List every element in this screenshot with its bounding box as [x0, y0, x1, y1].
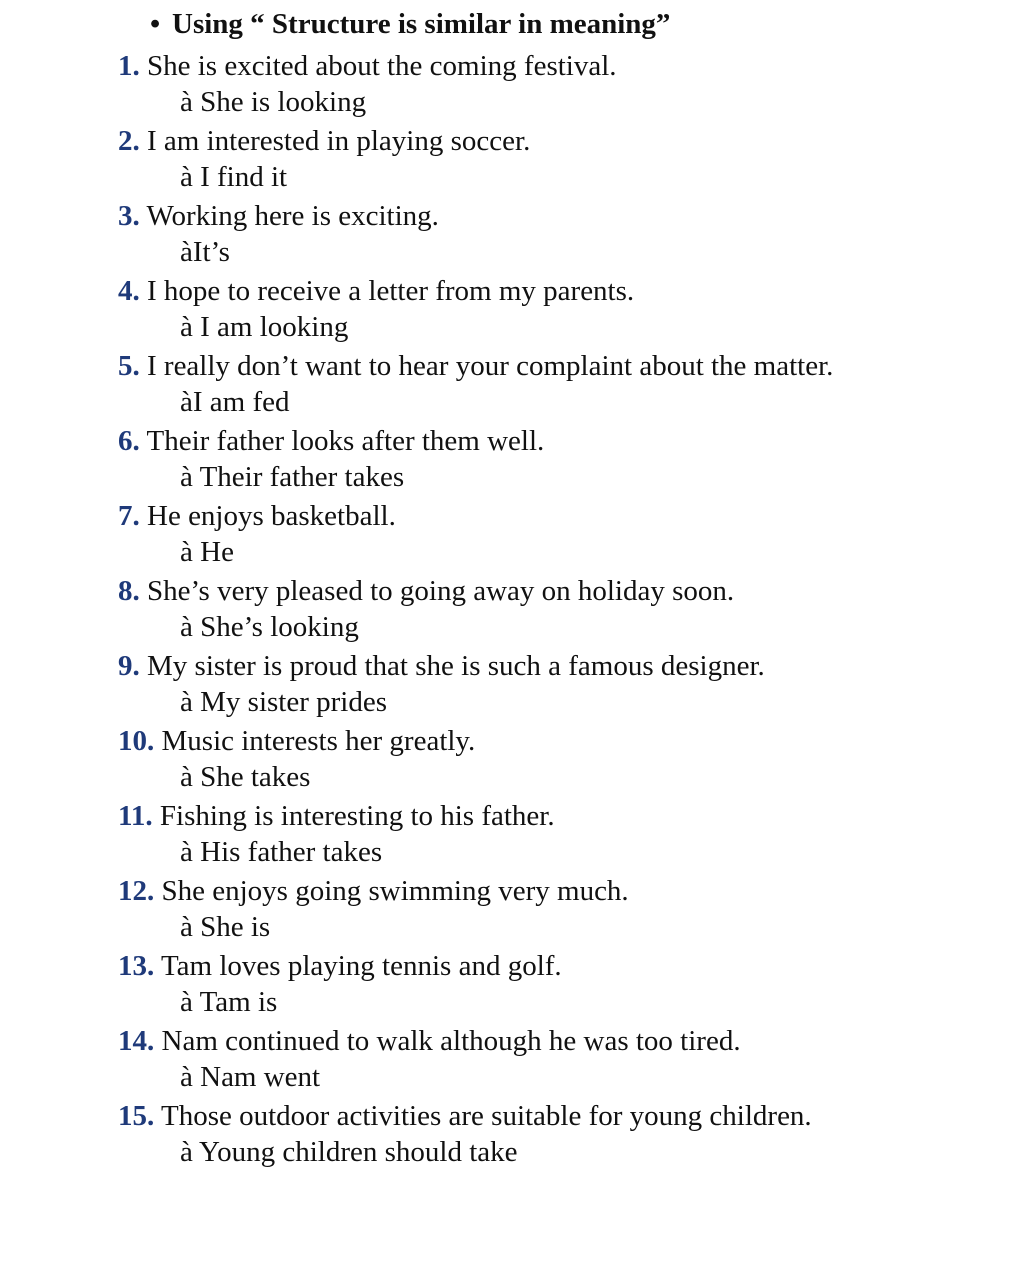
exercise-number: 14. [118, 1025, 155, 1057]
sentence-text: Music interests her greatly. [161, 725, 476, 757]
exercise-sentence [118, 798, 998, 834]
exercise-item [118, 873, 998, 945]
rewrite-prompt: à Nam went [180, 1061, 321, 1093]
exercise-item [118, 423, 998, 495]
exercise-item [118, 198, 998, 270]
sentence-text: My sister is proud that she is such a famous designer. [147, 650, 765, 682]
exercise-sentence [118, 348, 998, 384]
exercise-number: 11. [118, 800, 153, 832]
rewrite-prompt: à He [180, 536, 234, 568]
sentence-text: She enjoys going swimming very much. [161, 875, 629, 907]
rewrite-prompt: à I am looking [180, 311, 349, 343]
sentence-text: Working here is exciting. [146, 200, 439, 232]
exercise-item [118, 573, 998, 645]
rewrite-prompt: à His father takes [180, 836, 383, 868]
exercise-sentence [118, 198, 998, 234]
exercise-sentence [118, 273, 998, 309]
exercise-number: 10. [118, 725, 155, 757]
exercise-number: 6. [118, 425, 140, 457]
exercise-item [118, 123, 998, 195]
exercise-sentence [118, 873, 998, 909]
exercise-item [118, 648, 998, 720]
exercise-number: 12. [118, 875, 155, 907]
exercise-sentence [118, 573, 998, 609]
rewrite-prompt: à She is looking [180, 86, 367, 118]
rewrite-prompt: à Tam is [180, 986, 278, 1018]
rewrite-prompt: àIt’s [180, 236, 230, 268]
exercise-item [118, 48, 998, 120]
exercise-number: 8. [118, 575, 140, 607]
sentence-text: She is excited about the coming festival. [147, 50, 617, 82]
exercise-item [118, 798, 998, 870]
rewrite-prompt: à My sister prides [180, 686, 387, 718]
exercise-sentence [118, 123, 998, 159]
sentence-text: He enjoys basketball. [147, 500, 396, 532]
sentence-text: I hope to receive a letter from my parents. [147, 275, 635, 307]
exercise-item [118, 348, 998, 420]
exercise-sentence [118, 1023, 998, 1059]
exercise-number: 7. [118, 500, 140, 532]
exercise-sentence [118, 423, 998, 459]
sentence-text: Their father looks after them well. [146, 425, 545, 457]
exercise-item [118, 273, 998, 345]
sentence-text: Tam loves playing tennis and golf. [160, 950, 562, 982]
exercise-number: 15. [118, 1100, 155, 1132]
rewrite-prompt: à She’s looking [180, 611, 359, 643]
exercise-item [118, 1098, 998, 1170]
rewrite-prompt: à I find it [180, 161, 288, 193]
sentence-text: I really don’t want to hear your complaint about the matter. [147, 350, 834, 382]
rewrite-prompt: à She takes [180, 761, 311, 793]
section-title: Using “ Structure is similar in meaning” [172, 8, 671, 40]
exercise-number: 1. [118, 50, 140, 82]
exercise-sentence [118, 948, 998, 984]
exercise-item [118, 498, 998, 570]
exercise-number: 9. [118, 650, 140, 682]
rewrite-prompt: à Their father takes [180, 461, 405, 493]
exercise-number: 3. [118, 200, 140, 232]
exercise-item [118, 1023, 998, 1095]
sentence-text: Those outdoor activities are suitable for young children. [160, 1100, 812, 1132]
exercise-number: 4. [118, 275, 140, 307]
sentence-text: I am interested in playing soccer. [147, 125, 531, 157]
sentence-text: Nam continued to walk although he was too tired. [161, 1025, 741, 1057]
exercise-sentence [118, 48, 998, 84]
sentence-text: Fishing is interesting to his father. [159, 800, 555, 832]
rewrite-prompt: à She is [180, 911, 271, 943]
exercise-number: 5. [118, 350, 140, 382]
exercise-item [118, 723, 998, 795]
exercise-sentence [118, 648, 998, 684]
exercise-sentence [118, 498, 998, 534]
section-heading [150, 4, 670, 44]
exercise-item [118, 948, 998, 1020]
bullet-icon: • [150, 8, 161, 40]
sentence-text: She’s very pleased to going away on holiday soon. [147, 575, 735, 607]
rewrite-prompt: à Young children should take [180, 1136, 518, 1168]
exercise-sentence [118, 723, 998, 759]
rewrite-prompt: àI am fed [180, 386, 290, 418]
exercise-number: 13. [118, 950, 155, 982]
exercise-sentence [118, 1098, 998, 1134]
exercise-number: 2. [118, 125, 140, 157]
